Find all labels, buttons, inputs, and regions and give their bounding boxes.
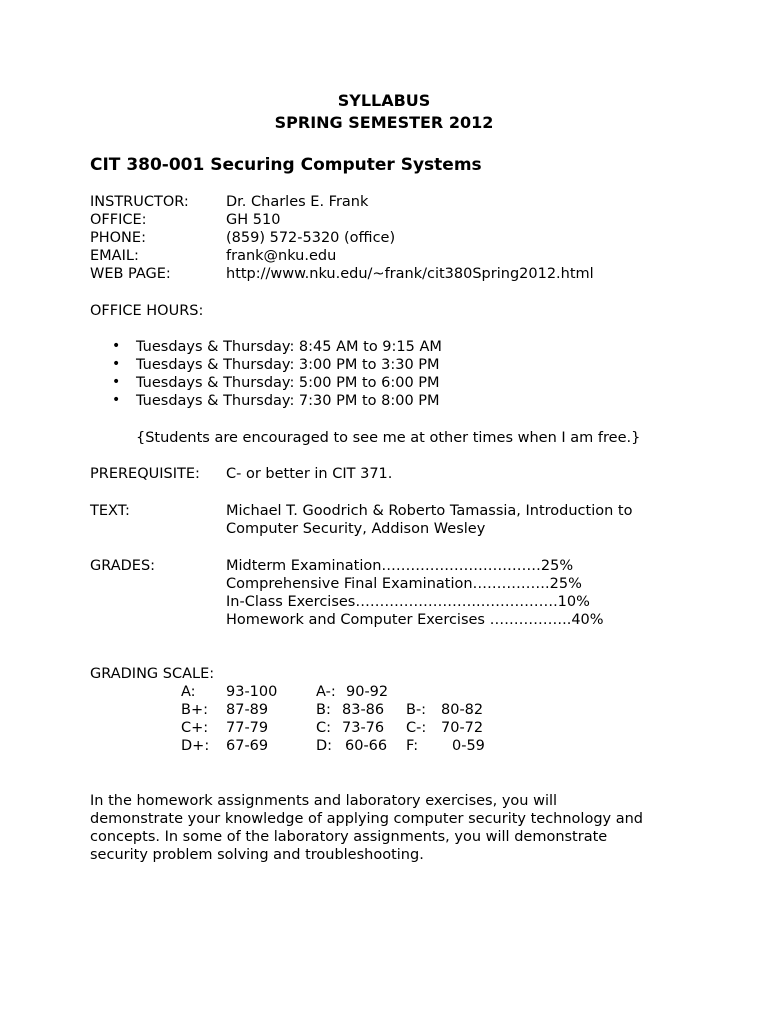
bullet-icon: • xyxy=(112,374,121,390)
grade-letter: B: xyxy=(316,702,331,718)
office-value: GH 510 xyxy=(226,212,281,228)
grade-letter: C: xyxy=(316,720,332,736)
office-hours-item: Tuesdays & Thursday: 5:00 PM to 6:00 PM xyxy=(136,375,440,391)
prerequisite-value: C- or better in CIT 371. xyxy=(226,466,393,482)
grade-range: 0-59 xyxy=(452,738,485,754)
grade-range: 73-76 xyxy=(342,720,385,736)
grade-range: 70-72 xyxy=(441,720,484,736)
course-title: CIT 380-001 Securing Computer Systems xyxy=(90,155,482,175)
prerequisite-label: PREREQUISITE: xyxy=(90,466,200,482)
grade-range: 93-100 xyxy=(226,684,278,700)
grades-label: GRADES: xyxy=(90,558,156,574)
grade-letter: D+: xyxy=(181,738,210,754)
grade-range: 90-92 xyxy=(346,684,389,700)
grade-letter: A-: xyxy=(316,684,336,700)
doc-heading-semester: SPRING SEMESTER 2012 xyxy=(274,113,494,132)
closing-paragraph-line: security problem solving and troubleshooting. xyxy=(90,847,424,863)
web-page-value: http://www.nku.edu/~frank/cit380Spring2012.html xyxy=(226,266,594,282)
grade-letter: B-: xyxy=(406,702,427,718)
closing-paragraph-line: In the homework assignments and laboratory exercises, you will xyxy=(90,793,558,809)
instructor-label: INSTRUCTOR: xyxy=(90,194,189,210)
office-hours-label: OFFICE HOURS: xyxy=(90,303,204,319)
bullet-icon: • xyxy=(112,338,121,354)
office-hours-item: Tuesdays & Thursday: 7:30 PM to 8:00 PM xyxy=(136,393,440,409)
grade-letter: C+: xyxy=(181,720,209,736)
office-label: OFFICE: xyxy=(90,212,147,228)
closing-paragraph-line: demonstrate your knowledge of applying computer security technology and xyxy=(90,811,643,827)
bullet-icon: • xyxy=(112,356,121,372)
office-hours-item: Tuesdays & Thursday: 3:00 PM to 3:30 PM xyxy=(136,357,440,373)
text-label: TEXT: xyxy=(90,503,130,519)
email-value: frank@nku.edu xyxy=(226,248,337,264)
doc-heading-syllabus: SYLLABUS xyxy=(337,91,431,110)
grade-letter: D: xyxy=(316,738,333,754)
grade-letter: F: xyxy=(406,738,419,754)
grade-range: 77-79 xyxy=(226,720,269,736)
email-label: EMAIL: xyxy=(90,248,139,264)
instructor-value: Dr. Charles E. Frank xyxy=(226,194,369,210)
phone-value: (859) 572-5320 (office) xyxy=(226,230,396,246)
text-value-line2: Computer Security, Addison Wesley xyxy=(226,521,486,537)
bullet-icon: • xyxy=(112,392,121,408)
closing-paragraph-line: concepts. In some of the laboratory assignments, you will demonstrate xyxy=(90,829,608,845)
web-page-label: WEB PAGE: xyxy=(90,266,171,282)
office-hours-item: Tuesdays & Thursday: 8:45 AM to 9:15 AM xyxy=(136,339,442,355)
grade-range: 80-82 xyxy=(441,702,484,718)
grading-scale-label: GRADING SCALE: xyxy=(90,666,215,682)
office-hours-note: {Students are encouraged to see me at other times when I am free.} xyxy=(136,430,641,446)
grade-item: Comprehensive Final Examination…………….25% xyxy=(226,576,582,592)
phone-label: PHONE: xyxy=(90,230,146,246)
text-value-line1: Michael T. Goodrich & Roberto Tamassia, Introduction to xyxy=(226,503,633,519)
grade-item: In-Class Exercises……………………..…………….10% xyxy=(226,594,590,610)
grade-letter: C-: xyxy=(406,720,427,736)
grade-item: Homework and Computer Exercises ……………..40% xyxy=(226,612,604,628)
grade-range: 83-86 xyxy=(342,702,385,718)
grade-range: 87-89 xyxy=(226,702,269,718)
grade-letter: A: xyxy=(181,684,196,700)
grade-letter: B+: xyxy=(181,702,208,718)
grade-item: Midterm Examination……………………………25% xyxy=(226,558,574,574)
grade-range: 67-69 xyxy=(226,738,269,754)
grade-range: 60-66 xyxy=(345,738,388,754)
